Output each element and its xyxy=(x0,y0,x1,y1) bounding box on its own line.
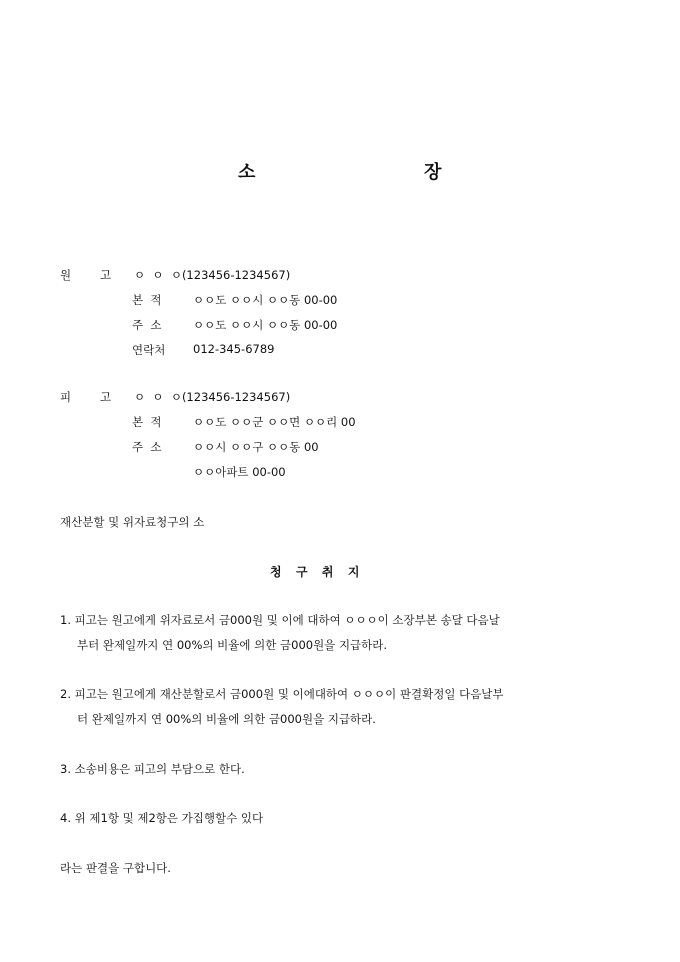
defendant-label-b: 고 xyxy=(100,390,112,404)
plaintiff-row-label: 주 소 xyxy=(132,318,162,332)
claim-line: 2. 피고는 원고에게 재산분할로서 금000원 및 이에대하여 ㅇㅇㅇ이 판결확정일 다음날부 xyxy=(60,687,504,701)
claims-heading: 청 구 취 지 xyxy=(270,565,362,579)
claim-line: 4. 위 제1항 및 제2항은 가집행할수 있다 xyxy=(60,811,264,825)
defendant-row-label: 주 소 xyxy=(132,440,162,454)
plaintiff-label-b: 고 xyxy=(100,268,112,282)
defendant-name: ㅇ ㅇ ㅇ(123456-1234567) xyxy=(134,390,291,404)
plaintiff-name: ㅇ ㅇ ㅇ(123456-1234567) xyxy=(134,268,291,282)
closing-statement: 라는 판결을 구합니다. xyxy=(60,861,171,875)
doc-title-right: 장 xyxy=(424,162,442,183)
defendant-row-value: ㅇㅇ시 ㅇㅇ구 ㅇㅇ동 00 xyxy=(193,440,319,454)
doc-title-left: 소 xyxy=(238,162,256,183)
defendant-row-value: ㅇㅇ도 ㅇㅇ군 ㅇㅇ면 ㅇㅇ리 00 xyxy=(193,415,356,429)
plaintiff-row-value: ㅇㅇ도 ㅇㅇ시 ㅇㅇ동 00-00 xyxy=(193,318,338,332)
defendant-row-label: 본 적 xyxy=(132,415,162,429)
defendant-address-continuation: ㅇㅇ아파트 00-00 xyxy=(193,465,286,479)
case-name: 재산분할 및 위자료청구의 소 xyxy=(60,515,205,529)
plaintiff-label-a: 원 xyxy=(60,268,72,282)
plaintiff-row-label: 본 적 xyxy=(132,293,162,307)
plaintiff-row-value: 012-345-6789 xyxy=(193,342,275,356)
plaintiff-row-value: ㅇㅇ도 ㅇㅇ시 ㅇㅇ동 00-00 xyxy=(193,293,338,307)
defendant-label-a: 피 xyxy=(60,390,72,404)
plaintiff-row-label: 연락처 xyxy=(132,343,166,357)
claim-line: 1. 피고는 원고에게 위자료로서 금000원 및 이에 대하여 ㅇㅇㅇ이 소장부본 송달 다음날 xyxy=(60,613,500,627)
claim-line: 부터 완제일까지 연 00%의 비율에 의한 금000원을 지급하라. xyxy=(77,638,388,652)
claim-line: 터 완제일까지 연 00%의 비율에 의한 금000원을 지급하라. xyxy=(77,712,376,726)
claim-line: 3. 소송비용은 피고의 부담으로 한다. xyxy=(60,762,245,776)
